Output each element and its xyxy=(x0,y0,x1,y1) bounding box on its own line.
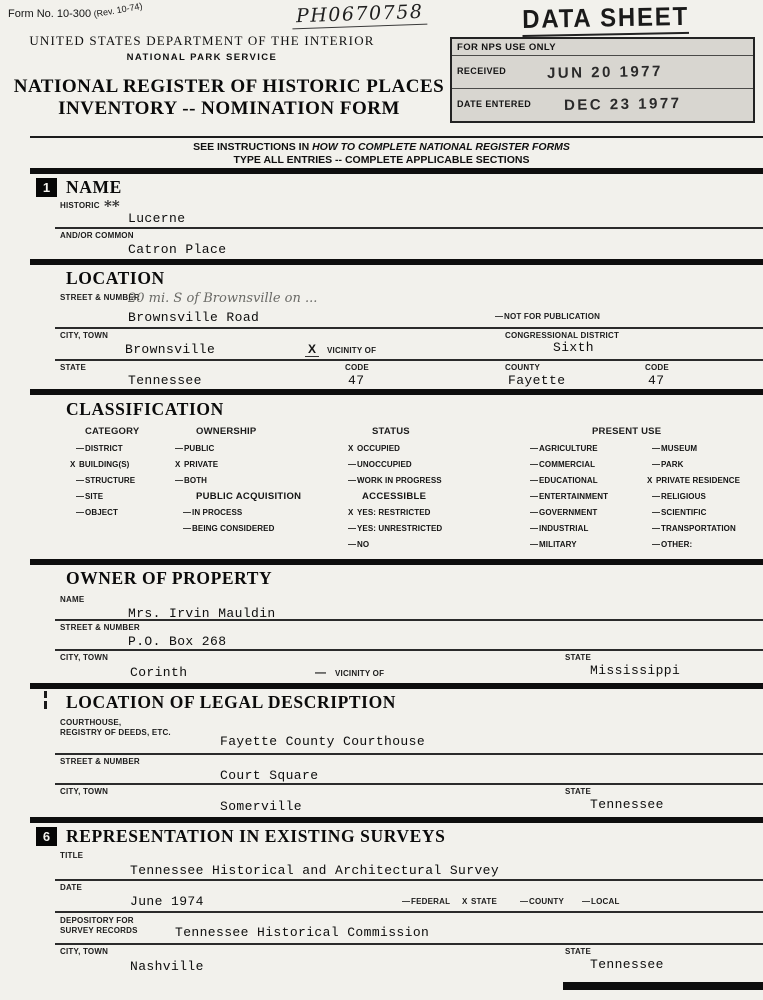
section-number-spacer xyxy=(36,400,57,419)
survey-level-local xyxy=(582,897,620,906)
section-number-spacer xyxy=(36,569,57,588)
checkbox-item xyxy=(652,537,763,553)
checkbox-label: PRIVATE RESIDENCE xyxy=(656,476,741,485)
section-title: LOCATION xyxy=(66,267,165,288)
checkbox-item xyxy=(652,505,763,521)
checkbox-label: PRIVATE xyxy=(184,460,219,469)
checkbox-item xyxy=(530,473,650,489)
department-block xyxy=(0,33,404,63)
checkbox-item xyxy=(70,457,172,473)
instructions-line1 xyxy=(0,141,763,154)
checkbox-item xyxy=(348,537,526,553)
section-surveys xyxy=(0,823,763,979)
legal-section-header xyxy=(0,689,763,715)
checkbox-mark: — xyxy=(76,492,85,501)
section-legal-description xyxy=(0,689,763,817)
handwritten-asterisks: ** xyxy=(104,197,120,215)
courthouse-label-line2: REGISTRY OF DEEDS, ETC. xyxy=(60,728,171,737)
checkbox-mark: — xyxy=(183,524,192,533)
checkbox-mark: — xyxy=(402,897,411,906)
depository-field xyxy=(0,913,763,943)
state-row xyxy=(0,361,763,389)
legal-state-label: STATE xyxy=(565,787,592,796)
checkbox-label: FEDERAL xyxy=(411,897,451,906)
congressional-district-value: Sixth xyxy=(553,340,595,355)
owner-city-label: CITY, TOWN xyxy=(60,653,109,662)
survey-level-county xyxy=(520,897,564,906)
checkbox-mark: — xyxy=(652,492,661,501)
surveys-section-header xyxy=(0,823,763,849)
status-header: STATUS xyxy=(372,426,410,437)
classification-section-header xyxy=(0,395,763,423)
checkbox-label: RELIGIOUS xyxy=(661,492,706,501)
checkbox-mark: — xyxy=(652,540,661,549)
survey-title-label: TITLE xyxy=(60,851,84,860)
checkbox-mark: — xyxy=(348,476,357,485)
checkbox-item xyxy=(348,521,526,537)
courthouse-label-line1: COURTHOUSE, xyxy=(60,718,122,727)
department-name: UNITED STATES DEPARTMENT OF THE INTERIOR xyxy=(29,33,375,48)
received-date-stamp: JUN 20 1977 xyxy=(546,62,664,83)
county-code-value: 47 xyxy=(648,373,665,388)
checkbox-item xyxy=(76,441,172,457)
checkbox-item xyxy=(348,473,526,489)
partial-bottom-bar xyxy=(563,982,763,990)
form-number xyxy=(8,0,144,20)
data-sheet-stamp: DATA SHEET xyxy=(522,1,689,37)
checkbox-label: GOVERNMENT xyxy=(539,508,598,517)
legal-street-value: Court Square xyxy=(220,768,319,783)
legal-city-value: Somerville xyxy=(220,799,303,814)
common-name-label: AND/OR COMMON xyxy=(60,231,134,240)
header-rule xyxy=(30,136,763,138)
depository-value: Tennessee Historical Commission xyxy=(175,925,430,940)
checkbox-mark: — xyxy=(530,444,539,453)
checkbox-item xyxy=(175,441,344,457)
nps-box-header: FOR NPS USE ONLY xyxy=(452,39,753,56)
survey-title-field xyxy=(0,849,763,879)
vicinity-checkbox-mark: X xyxy=(305,342,319,357)
owner-vicinity-label: VICINITY OF xyxy=(335,669,385,678)
checkbox-label: AGRICULTURE xyxy=(539,444,598,453)
checkbox-label: ENTERTAINMENT xyxy=(539,492,609,501)
checkbox-item xyxy=(647,473,763,489)
checkbox-mark: — xyxy=(76,476,85,485)
checkbox-mark: — xyxy=(530,540,539,549)
survey-state-value: Tennessee xyxy=(590,957,664,972)
owner-city-value: Corinth xyxy=(130,665,188,680)
checkbox-item xyxy=(76,489,172,505)
form-revision-text: (Rev. 10-74) xyxy=(93,0,144,20)
checkbox-item xyxy=(652,489,763,505)
checkbox-label: EDUCATIONAL xyxy=(539,476,598,485)
checkbox-mark: — xyxy=(530,524,539,533)
owner-vicinity-mark: — xyxy=(315,667,326,679)
checkbox-item xyxy=(175,505,344,521)
present-use-left-column xyxy=(526,441,650,553)
survey-level-state xyxy=(462,897,497,906)
checkbox-mark: — xyxy=(530,476,539,485)
city-row xyxy=(0,329,763,359)
checkbox-label: OCCUPIED xyxy=(357,444,401,453)
depository-label-line1: DEPOSITORY FOR xyxy=(60,916,134,925)
section-title: OWNER OF PROPERTY xyxy=(66,567,273,588)
state-value: Tennessee xyxy=(128,373,202,388)
section-number-badge: 1 xyxy=(36,178,57,197)
survey-state-label: STATE xyxy=(565,947,592,956)
handwritten-reference-number: PH0670758 xyxy=(292,1,428,30)
checkbox-mark: — xyxy=(530,492,539,501)
location-section-header xyxy=(0,265,763,291)
checkbox-label: INDUSTRIAL xyxy=(539,524,589,533)
checkbox-mark: X xyxy=(462,897,468,906)
checkbox-item xyxy=(175,457,344,473)
ownership-header: OWNERSHIP xyxy=(196,426,257,437)
form-number-text: Form No. 10-300 xyxy=(8,8,92,20)
checkbox-label: SITE xyxy=(85,492,104,501)
checkbox-label: STATE xyxy=(471,897,498,906)
not-for-publication xyxy=(495,312,600,321)
instructions xyxy=(0,141,763,166)
survey-date-label: DATE xyxy=(60,883,82,892)
instructions-line2: TYPE ALL ENTRIES -- COMPLETE APPLICABLE SECTIONS xyxy=(233,153,530,166)
section-title: CLASSIFICATION xyxy=(66,398,224,419)
agency-name: NATIONAL PARK SERVICE xyxy=(126,52,278,63)
form-title xyxy=(0,76,458,120)
checkbox-label: IN PROCESS xyxy=(192,508,243,517)
checkbox-mark: — xyxy=(530,460,539,469)
checkbox-mark: — xyxy=(520,897,529,906)
legal-street-label: STREET & NUMBER xyxy=(60,757,140,766)
checkbox-item xyxy=(530,441,650,457)
date-entered-row xyxy=(452,89,753,120)
owner-state-value: Mississippi xyxy=(590,663,681,678)
checkbox-mark: — xyxy=(582,897,591,906)
not-for-publication-label: NOT FOR PUBLICATION xyxy=(504,312,601,321)
checkbox-mark: — xyxy=(175,476,184,485)
section-location xyxy=(0,265,763,389)
checkbox-mark: — xyxy=(530,508,539,517)
survey-date-row xyxy=(0,881,763,911)
survey-level-federal xyxy=(402,897,450,906)
checkbox-item xyxy=(76,505,172,521)
date-entered-label: DATE ENTERED xyxy=(457,99,532,109)
checkbox-label: BOTH xyxy=(184,476,208,485)
owner-city-row xyxy=(0,651,763,683)
checkbox-label: YES: RESTRICTED xyxy=(357,508,431,517)
checkbox-label: MUSEUM xyxy=(661,444,698,453)
section-number-spacer xyxy=(36,269,57,288)
historic-name-value: Lucerne xyxy=(128,211,186,226)
city-value: Brownsville xyxy=(125,342,216,357)
section-title: REPRESENTATION IN EXISTING SURVEYS xyxy=(66,825,446,846)
checkbox-mark: — xyxy=(348,460,357,469)
checkbox-label: OTHER: xyxy=(661,540,693,549)
checkbox-item xyxy=(530,505,650,521)
checkbox-mark: X xyxy=(647,476,653,485)
checkbox-item xyxy=(530,457,650,473)
survey-title-value: Tennessee Historical and Architectural Survey xyxy=(130,863,500,878)
ownership-column xyxy=(172,441,344,553)
section-classification xyxy=(0,395,763,559)
section-number-badge: 6 xyxy=(36,827,57,846)
street-label: STREET & NUMBER xyxy=(60,293,140,302)
checkbox-item xyxy=(652,457,763,473)
checkbox-mark: — xyxy=(652,444,661,453)
scan-artifact-mark xyxy=(44,691,47,709)
checkbox-label: BUILDING(S) xyxy=(79,460,130,469)
checkbox-label: SCIENTIFIC xyxy=(661,508,707,517)
checkbox-label: COUNTY xyxy=(529,897,564,906)
category-column xyxy=(68,441,172,553)
checkbox-label: COMMERCIAL xyxy=(539,460,596,469)
survey-date-value: June 1974 xyxy=(130,894,204,909)
form-title-line1: NATIONAL REGISTER OF HISTORIC PLACES xyxy=(13,76,445,97)
checkbox-mark: — xyxy=(652,508,661,517)
state-code-label: CODE xyxy=(345,363,369,372)
category-header: CATEGORY xyxy=(85,426,140,437)
checkbox-item xyxy=(76,473,172,489)
checkbox-mark: — xyxy=(652,460,661,469)
checkbox-label: UNOCCUPIED xyxy=(357,460,412,469)
checkbox-label: BEING CONSIDERED xyxy=(192,524,275,533)
checkbox-item xyxy=(530,537,650,553)
classification-column-headers xyxy=(0,423,763,441)
instructions-line1-italic: HOW TO COMPLETE NATIONAL REGISTER FORMS xyxy=(312,141,570,153)
present-use-header: PRESENT USE xyxy=(592,426,662,437)
county-value: Fayette xyxy=(508,373,566,388)
form-header xyxy=(0,0,763,168)
status-column xyxy=(344,441,526,553)
accessible-subheader: ACCESSIBLE xyxy=(362,491,427,502)
legal-city-label: CITY, TOWN xyxy=(60,787,109,796)
checkbox-item xyxy=(530,489,650,505)
checkbox-item xyxy=(530,521,650,537)
historic-label: HISTORIC xyxy=(60,201,100,210)
nps-use-only-box xyxy=(450,37,755,123)
checkbox-mark: X xyxy=(175,460,181,469)
checkbox-label: NO xyxy=(357,540,370,549)
checkbox-label: LOCAL xyxy=(591,897,620,906)
checkbox-mark: — xyxy=(348,524,357,533)
public-acquisition-subheader: PUBLIC ACQUISITION xyxy=(196,491,302,502)
date-entered-stamp: DEC 23 1977 xyxy=(563,94,682,115)
common-name-field xyxy=(0,229,763,259)
checkbox-label: OBJECT xyxy=(85,508,119,517)
state-label: STATE xyxy=(60,363,87,372)
owner-street-field xyxy=(0,621,763,649)
checkbox-mark: X xyxy=(70,460,76,469)
county-code-label: CODE xyxy=(645,363,669,372)
owner-name-label: NAME xyxy=(60,595,85,604)
legal-state-value: Tennessee xyxy=(590,797,664,812)
received-label: RECEIVED xyxy=(457,66,507,76)
checkbox-item xyxy=(348,441,526,457)
owner-state-label: STATE xyxy=(565,653,592,662)
city-label: CITY, TOWN xyxy=(60,331,109,340)
survey-city-value: Nashville xyxy=(130,959,204,974)
checkbox-item xyxy=(175,473,344,489)
courthouse-field xyxy=(0,715,763,753)
congressional-district-label: CONGRESSIONAL DISTRICT xyxy=(505,331,620,340)
checkbox-label: PARK xyxy=(661,460,684,469)
checkbox-label: PUBLIC xyxy=(184,444,215,453)
checkbox-mark: — xyxy=(76,508,85,517)
checkbox-mark: — xyxy=(652,524,661,533)
form-title-line2: INVENTORY -- NOMINATION FORM xyxy=(58,98,400,119)
county-label: COUNTY xyxy=(505,363,540,372)
checkbox-label: WORK IN PROGRESS xyxy=(357,476,442,485)
legal-street-field xyxy=(0,755,763,783)
checkbox-mark: X xyxy=(348,444,354,453)
owner-street-value: P.O. Box 268 xyxy=(128,634,227,649)
survey-city-row xyxy=(0,945,763,979)
checkbox-item xyxy=(348,457,526,473)
classification-grid xyxy=(68,441,763,553)
handwritten-street-note: 20 mi. S of Brownsville on ... xyxy=(128,291,318,306)
checkbox-label: YES: UNRESTRICTED xyxy=(357,524,443,533)
checkbox-label: TRANSPORTATION xyxy=(661,524,736,533)
checkbox-mark: X xyxy=(348,508,354,517)
owner-name-field xyxy=(0,591,763,619)
checkbox-mark: — xyxy=(76,444,85,453)
checkbox-label: DISTRICT xyxy=(85,444,123,453)
owner-section-header xyxy=(0,565,763,591)
checkbox-mark: — xyxy=(175,444,184,453)
historic-name-field xyxy=(0,197,763,227)
section-name xyxy=(0,174,763,259)
checkbox-label: STRUCTURE xyxy=(85,476,136,485)
courthouse-value: Fayette County Courthouse xyxy=(220,734,426,749)
checkbox-item xyxy=(348,505,526,521)
survey-city-label: CITY, TOWN xyxy=(60,947,109,956)
vicinity-label: VICINITY OF xyxy=(327,346,377,355)
section-title: NAME xyxy=(66,176,122,197)
checkbox-item xyxy=(175,521,344,537)
section-owner xyxy=(0,565,763,683)
owner-name-value: Mrs. Irvin Mauldin xyxy=(128,606,276,621)
checkbox-item xyxy=(652,521,763,537)
section-title: LOCATION OF LEGAL DESCRIPTION xyxy=(66,691,397,712)
checkbox-mark: — xyxy=(348,540,357,549)
legal-city-row xyxy=(0,785,763,817)
state-code-value: 47 xyxy=(348,373,365,388)
street-value: Brownsville Road xyxy=(128,310,260,325)
instructions-line1-pre: SEE INSTRUCTIONS IN xyxy=(193,141,313,153)
checkbox-mark: — xyxy=(183,508,192,517)
checkbox-mark: — xyxy=(495,312,504,321)
depository-label-line2: SURVEY RECORDS xyxy=(60,926,138,935)
received-row xyxy=(452,56,753,89)
checkbox-item xyxy=(652,441,763,457)
checkbox-label: MILITARY xyxy=(539,540,577,549)
owner-street-label: STREET & NUMBER xyxy=(60,623,140,632)
present-use-right-column xyxy=(647,441,763,553)
street-field xyxy=(0,291,763,327)
common-name-value: Catron Place xyxy=(128,242,227,257)
